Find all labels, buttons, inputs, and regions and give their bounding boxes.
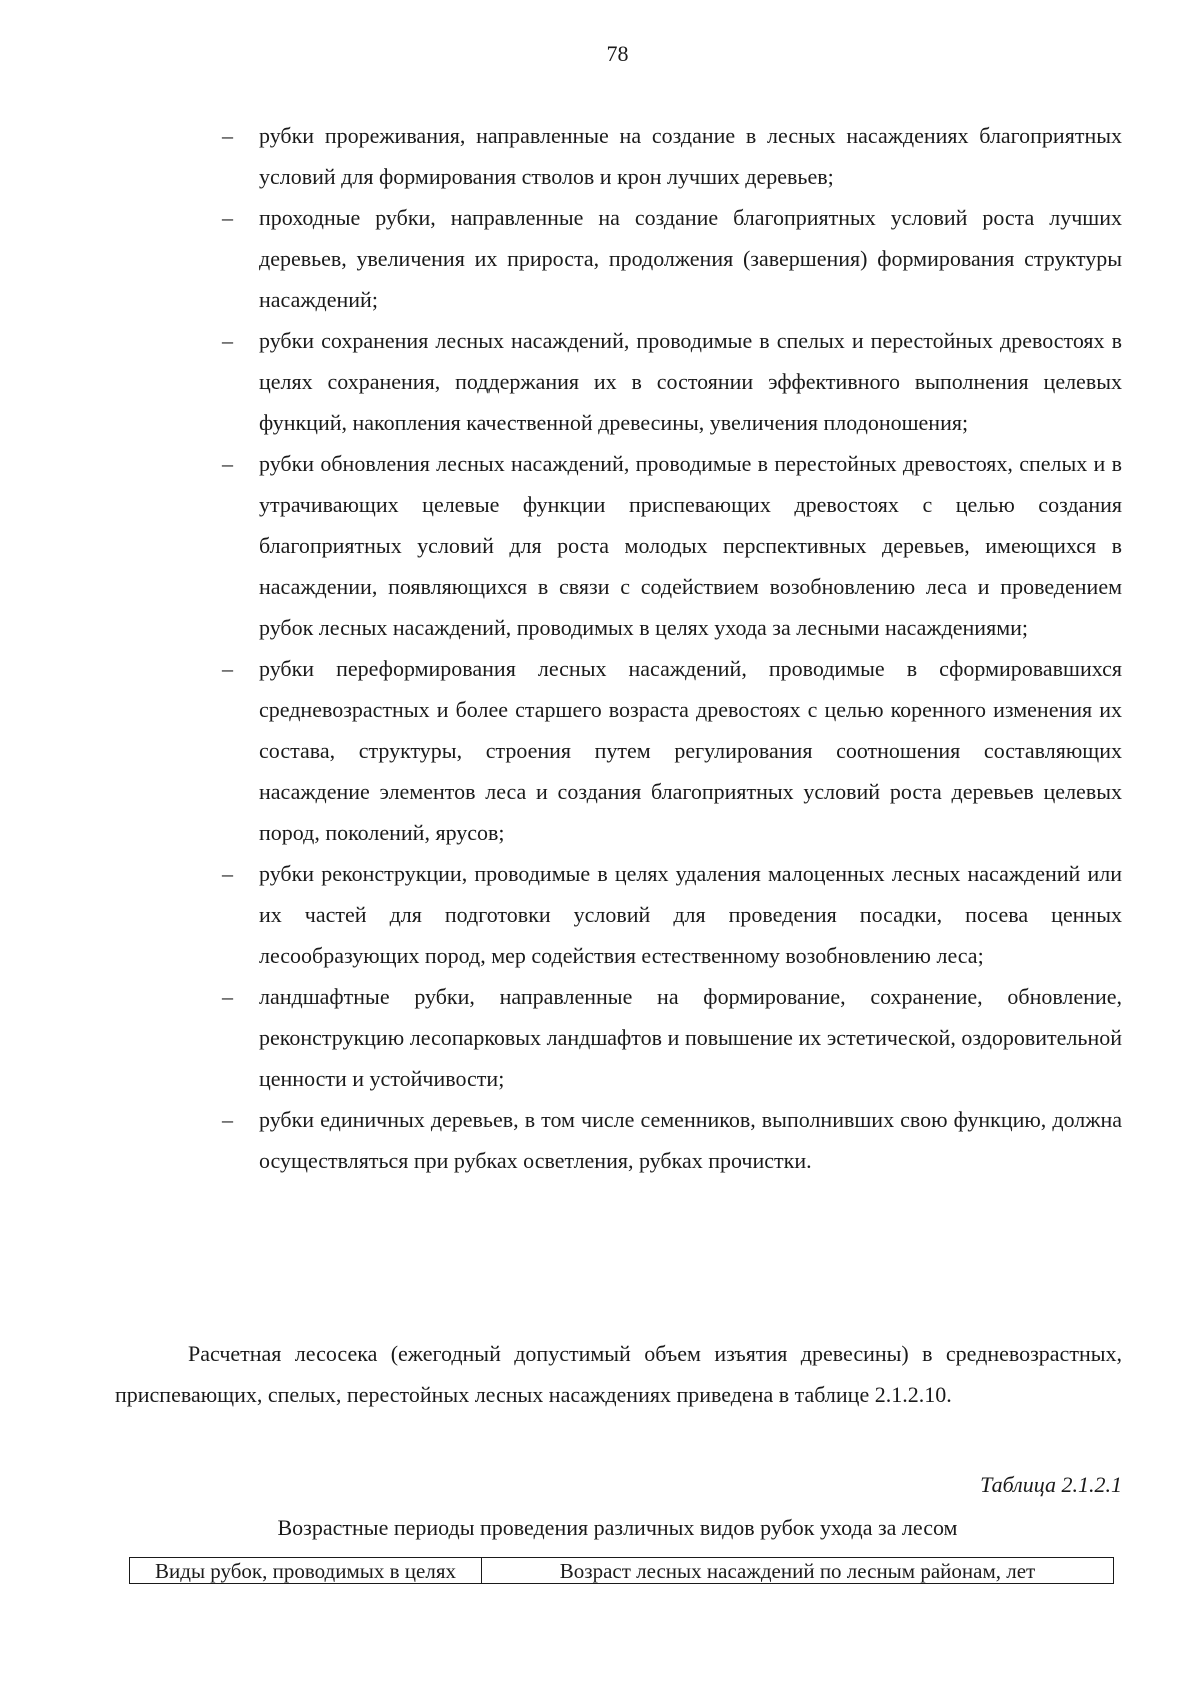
list-item-text: рубки прореживания, направленные на создание в лесных насаждениях благоприятных условий для формирования стволов и крон лучших деревьев;	[259, 123, 1122, 189]
body-paragraph: Расчетная лесосека (ежегодный допустимый объем изъятия древесины) в средневозрастных, приспевающих, спелых, перестойных лесных насаждениях приведена в таблице 2.1.2.10.	[115, 1341, 1122, 1407]
list-item-text: проходные рубки, направленные на создание благоприятных условий роста лучших деревьев, увеличения их прироста, продолжения (завершения) формирования структуры насаждений;	[259, 205, 1122, 312]
list-item-text: рубки единичных деревьев, в том числе семенников, выполнивших свою функцию, должна осуществляться при рубках осветления, рубках прочистки.	[259, 1107, 1122, 1173]
logging-types-list	[222, 115, 1122, 1181]
list-dash: –	[222, 328, 233, 353]
table-header-cell: Виды рубок, проводимых в целях	[130, 1558, 482, 1584]
list-dash: –	[222, 123, 233, 148]
list-item	[222, 443, 1122, 648]
list-dash: –	[222, 451, 233, 476]
page-number: 78	[606, 41, 629, 66]
list-item	[222, 320, 1122, 443]
list-item-text: ландшафтные рубки, направленные на формирование, сохранение, обновление, реконструкцию лесопарковых ландшафтов и повышение их эстетической, оздоровительной ценности и устойчивости;	[259, 984, 1122, 1091]
list-dash: –	[222, 984, 233, 1009]
table-header-row	[130, 1558, 1114, 1584]
table-number: Таблица 2.1.2.1	[980, 1472, 1122, 1497]
age-periods-table	[129, 1557, 1114, 1584]
list-item-text: рубки реконструкции, проводимые в целях удаления малоценных лесных насаждений или их частей для подготовки условий для проведения посадки, посева ценных лесообразующих пород, мер содействия естественному возобновлению леса;	[259, 861, 1122, 968]
table-title: Возрастные периоды проведения различных видов рубок ухода за лесом	[277, 1515, 958, 1540]
list-item-text: рубки обновления лесных насаждений, проводимые в перестойных древостоях, спелых и в утрачивающих целевые функции приспевающих древостоях с целью создания благоприятных условий для роста молодых перспективных деревьев, имеющихся в насаждении, появляющихся в связи с содействием возобновлению леса и проведением рубок лесных насаждений, проводимых в целях ухода за лесными насаждениями;	[259, 451, 1122, 640]
list-item-text: рубки переформирования лесных насаждений, проводимые в сформировавшихся средневозрастных и более старшего возраста древостоях с целью коренного изменения их состава, структуры, строения путем регулирования соотношения составляющих насаждение элементов леса и создания благоприятных условий роста деревьев целевых пород, поколений, ярусов;	[259, 656, 1122, 845]
list-dash: –	[222, 656, 233, 681]
list-item	[222, 115, 1122, 197]
list-item	[222, 648, 1122, 853]
list-dash: –	[222, 861, 233, 886]
list-dash: –	[222, 1107, 233, 1132]
table-header-cell: Возраст лесных насаждений по лесным районам, лет	[482, 1558, 1114, 1584]
list-item	[222, 1099, 1122, 1181]
list-item	[222, 197, 1122, 320]
list-dash: –	[222, 205, 233, 230]
list-item-text: рубки сохранения лесных насаждений, проводимые в спелых и перестойных древостоях в целях сохранения, поддержания их в состоянии эффективного выполнения целевых функций, накопления качественной древесины, увеличения плодоношения;	[259, 328, 1122, 435]
list-item	[222, 976, 1122, 1099]
list-item	[222, 853, 1122, 976]
